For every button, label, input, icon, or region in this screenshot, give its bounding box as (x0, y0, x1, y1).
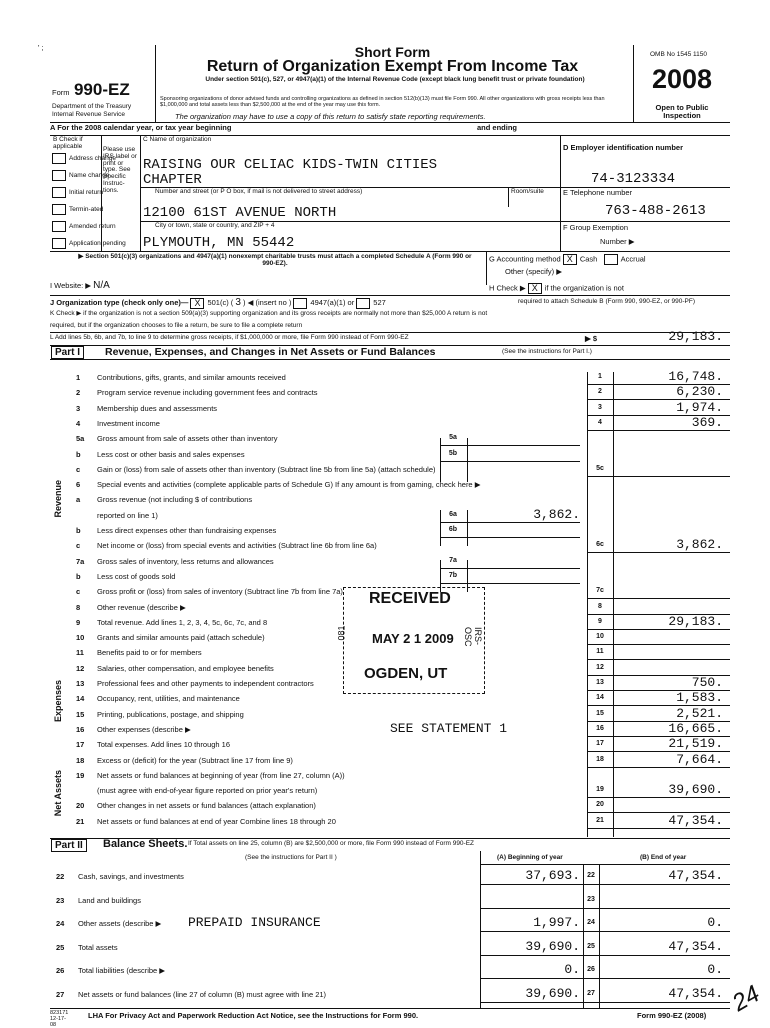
line-amount: 3,862. (676, 537, 723, 553)
bs-line-number: 22 (56, 872, 65, 881)
line-text: Net assets or fund balances at beginning of year (from line 27, column (A)) (97, 770, 345, 780)
b-check-row[interactable]: Application pending (52, 238, 126, 255)
under-section-note: Under section 501(c), 527, or 4947(a)(1) of the Internal Revenue Code (except black lung benefit trust or private foundation) (205, 76, 585, 83)
irs-label: Internal Revenue Service (52, 111, 125, 118)
org-name-line2: CHAPTER (143, 172, 202, 188)
ein-value: 74-3123334 (591, 171, 676, 187)
city-state-zip: PLYMOUTH, MN 55442 (143, 235, 295, 251)
part1-note: (See the instructions for Part I.) (502, 348, 592, 355)
bs-line-number: 26 (56, 966, 65, 975)
received-stamp (336, 587, 485, 694)
stamp-date: MAY 2 1 2009 (372, 631, 454, 646)
line-text: Gross sales of inventory, less returns and allowances (97, 556, 274, 566)
bs-begin-amount: 0. (564, 962, 580, 977)
city-label: City or town, state or country, and ZIP + 4 (155, 222, 275, 229)
form-footer: Form 990-EZ (2008) (637, 1011, 707, 1020)
line-number: a (76, 495, 81, 505)
mid-column-ref: 7b (448, 571, 458, 579)
line-ref: 20 (596, 801, 604, 809)
line-amount: 29,183. (668, 613, 723, 629)
line-k-cont: required, but if the organization chooses to file a return, be sure to file a complete return (50, 322, 303, 329)
line-ref: 5c (596, 464, 604, 472)
line-ref: 9 (598, 617, 602, 625)
bs-line-number: 25 (56, 942, 65, 952)
line-number: b (76, 526, 81, 535)
line-number: 13 (76, 679, 85, 688)
line-amount: 369. (691, 414, 723, 430)
stamp-right-code: IRS-OSC (463, 627, 483, 647)
line-text: Occupancy, rent, utilities, and maintenance (97, 694, 240, 704)
line-ref: 19 (596, 786, 604, 794)
line-amount: 2,521. (676, 705, 723, 721)
part2-see: (See the instructions for Part II ) (245, 854, 337, 861)
line-amount: 47,354. (668, 812, 723, 828)
bs-end-amount: 47,354. (668, 985, 723, 1001)
group-exemption-number: Number ▶ (600, 237, 635, 246)
bs-line-text: Other assets (describe ▶ (78, 919, 162, 928)
line-number: 19 (76, 770, 85, 780)
line-text: Less direct expenses other than fundraising expenses (97, 526, 277, 535)
line-amount: 6,230. (676, 384, 723, 400)
line-ref: 4 (598, 418, 602, 426)
line-text: Membership dues and assessments (97, 403, 218, 413)
line-ref: 13 (596, 679, 604, 686)
stamp-city: OGDEN, UT (364, 665, 448, 682)
line-text: Other expenses (describe ▶ (97, 724, 191, 734)
line-amount: 21,519. (668, 736, 723, 752)
check-applicable-label: B Check if applicable (53, 136, 83, 150)
margin-marks: ' ; (38, 43, 44, 52)
bs-line-number: 27 (56, 989, 65, 999)
line-text: Printing, publications, postage, and shipping (97, 709, 244, 719)
line-text: Less cost or other basis and sales expenses (97, 449, 245, 459)
501c-checkbox[interactable]: X (190, 298, 204, 309)
527-checkbox[interactable] (356, 298, 370, 309)
line-amount: 16,748. (668, 369, 723, 384)
line-text: Salaries, other compensation, and employee benefits (97, 663, 274, 673)
line-ref: 14 (596, 694, 604, 702)
schedule-b-note: required to attach Schedule B (Form 990, 990-EZ, or 990-PF) (518, 298, 696, 305)
line-text: Program service revenue including government fees and contracts (97, 388, 318, 398)
line-number: b (76, 449, 81, 459)
revenue-label: Revenue (53, 480, 63, 518)
line-ref: 21 (596, 816, 604, 824)
form-number-text: 990-EZ (73, 80, 130, 99)
line-text: Excess or (deficit) for the year (Subtract line 17 from line 9) (97, 755, 293, 765)
bs-line-number: 23 (56, 895, 65, 905)
line-text: Less cost of goods sold (97, 571, 176, 581)
bs-end-amount: 0. (707, 915, 723, 930)
line-number: 11 (76, 648, 84, 658)
line-number: b (76, 571, 81, 581)
line-number: 6 (76, 480, 81, 490)
cash-checkbox[interactable]: X (563, 254, 577, 265)
tax-year: 2008 (652, 64, 713, 94)
line-number: 3 (76, 403, 81, 413)
group-exemption-label: F Group Exemption (563, 223, 629, 232)
bs-line-text: Land and buildings (78, 895, 141, 905)
line-ref: 12 (596, 663, 604, 671)
line-text: Gross revenue (not including $ of contributions (97, 495, 253, 505)
line-number: 18 (76, 755, 85, 765)
bs-line-text: Total liabilities (describe ▶ (78, 966, 166, 975)
line-text: Special events and activities (complete applicable parts of Schedule G) If any amount is from gaming, check here ▶ (97, 480, 481, 490)
phone-value: 763-488-2613 (605, 203, 706, 219)
bs-begin-amount: 39,690. (525, 985, 580, 1001)
line-text: Other revenue (describe ▶ (97, 602, 186, 612)
form-code: 823171 12-17-08 (50, 1010, 69, 1028)
room-label: Room/suite (511, 188, 544, 195)
b-check-row[interactable]: Name change (52, 170, 126, 187)
b-check-row[interactable]: Initial return (52, 187, 126, 204)
part2-note: If Total assets on line 25, column (B) are $2,500,000 or more, file Form 990 instead of Form 990-EZ (188, 840, 475, 847)
line-text: Professional fees and other payments to independent contractors (97, 679, 314, 688)
line-l: L Add lines 5b, 6b, and 7b, to line 9 to determine gross receipts, if $1,000,000 or more, file Form 990 instead of Form 990-EZ (50, 334, 409, 341)
line-ref: 18 (596, 755, 604, 763)
open-to-public: Open to Public Inspection (655, 103, 709, 121)
line-h: H Check ▶ X if the organization is not (489, 283, 624, 293)
copy-note: The organization may have to use a copy of this return to satisfy state reporting requirements. (175, 112, 486, 121)
mid-column-ref: 6b (448, 526, 458, 533)
org-name-line1: RAISING OUR CELIAC KIDS-TWIN CITIES (143, 157, 438, 173)
mid-column-ref: 5b (448, 449, 458, 457)
line-number: 8 (76, 602, 81, 612)
accrual-checkbox[interactable] (604, 254, 618, 265)
line-number: 1 (76, 373, 81, 382)
line-number: 2 (76, 388, 81, 398)
line-ref: 3 (598, 403, 602, 411)
line-number: 7a (76, 556, 85, 566)
line-number: 15 (76, 709, 85, 719)
line-text: Investment income (97, 418, 160, 428)
line-number: 10 (76, 633, 85, 643)
street-address: 12100 61ST AVENUE NORTH (143, 205, 337, 221)
line-ref: 16 (596, 724, 604, 732)
col-a-header: (A) Beginning of year (497, 854, 563, 861)
other-method: Other (specify) ▶ (505, 267, 563, 276)
expenses-label: Expenses (53, 680, 63, 723)
handwritten-mark: 24 (727, 980, 765, 1017)
line-number: 20 (76, 801, 85, 811)
line-text: Net assets or fund balances at end of year Combine lines 18 through 20 (97, 816, 336, 826)
bs-line-ref: 22 (587, 872, 595, 879)
bs-end-amount: 47,354. (668, 868, 723, 883)
bs-line-extra: PREPAID INSURANCE (188, 915, 321, 930)
accounting-method: G Accounting method X Cash Accrual (489, 254, 646, 264)
line-ref: 8 (598, 602, 602, 610)
org-type-line: J Organization type (check only one)— X 501(c) ( 3 ) ◀ (insert no ) 4947(a)(1) or 527 (50, 297, 386, 308)
line-text: Gain or (loss) from sale of assets other than inventory (Subtract line 5b from line 5a) (attach schedule) (97, 464, 436, 474)
phone-label: E Telephone number (563, 188, 633, 197)
line-text: (must agree with end-of-year figure reported on prior year's return) (97, 786, 318, 796)
line-text: reported on line 1) (97, 510, 158, 520)
line-text: Gross amount from sale of assets other than inventory (97, 434, 278, 444)
bs-line-ref: 24 (587, 919, 595, 926)
line-number: 5a (76, 434, 85, 444)
bs-line-ref: 26 (587, 966, 595, 973)
omb-number: OMB No 1545 1150 (650, 51, 707, 58)
line-number: 16 (76, 724, 85, 734)
bs-begin-amount: 39,690. (525, 938, 580, 954)
line-ref: 11 (596, 648, 604, 656)
bs-begin-amount: 1,997. (533, 915, 580, 930)
line-number: 21 (76, 816, 85, 826)
part2-title: Balance Sheets. (103, 838, 188, 850)
part1-tag: Part I (51, 346, 84, 359)
page-title: Return of Organization Exempt From Income Tax (206, 58, 579, 75)
website-line: I Website: ▶ N/A (50, 280, 110, 291)
line-text: Total expenses. Add lines 10 through 16 (97, 740, 231, 750)
mid-column-ref: 7a (449, 556, 457, 564)
street-label: Number and street (or P O box, if mail is not delivered to street address) (155, 188, 363, 195)
line-ref: 17 (596, 740, 604, 748)
bs-line-number: 24 (56, 919, 65, 928)
line-number: 9 (76, 617, 81, 627)
line-l-arrow: ▶ $ (585, 334, 598, 343)
dept-treasury: Department of the Treasury (52, 103, 132, 110)
bs-line-text: Total assets (78, 942, 118, 952)
line-amount: 39,690. (668, 782, 723, 798)
form-label: Form (52, 88, 70, 97)
gross-receipts: 29,183. (668, 329, 723, 344)
form-number (52, 80, 130, 100)
line-number: c (76, 587, 81, 597)
line-text: Net income or (loss) from special events and activities (Subtract line 6b from line 6a) (97, 541, 377, 551)
bs-line-text: Net assets or fund balances (line 27 of column (B) must agree with line 21) (78, 989, 327, 999)
bs-line-ref: 25 (587, 942, 595, 950)
short-form-heading: Short Form (354, 44, 431, 60)
line-amount: 1,974. (676, 399, 723, 415)
part1-title: Revenue, Expenses, and Changes in Net Assets or Fund Balances (105, 346, 436, 358)
line-ref: 6c (596, 541, 604, 549)
line-number: 4 (76, 418, 81, 428)
line-number: c (76, 464, 81, 474)
line-extra: SEE STATEMENT 1 (390, 720, 508, 736)
line-h-checkbox[interactable]: X (528, 283, 542, 294)
lha-note: LHA For Privacy Act and Paperwork Reduction Act Notice, see the Instructions for Form 990. (88, 1011, 419, 1020)
line-number: 14 (76, 694, 85, 704)
mid-column-ref: 5a (449, 434, 457, 442)
line-amount: 1,583. (676, 690, 723, 706)
line-number: c (76, 541, 81, 551)
mid-amount: 3,862. (533, 506, 580, 522)
b-check-row[interactable]: Termin-ated (52, 204, 126, 221)
c-label: C Name of organization (143, 136, 212, 143)
b-check-row[interactable]: Amended return (52, 221, 126, 238)
stamp-left-code: 081 (336, 625, 347, 641)
bs-end-amount: 0. (707, 962, 723, 977)
line-amount: 16,665. (668, 720, 723, 736)
please-note: Please use IRS label or print or type. See Specific Instruc-tions. (103, 146, 137, 194)
line-a-label: A For the 2008 calendar year, or tax year beginning (50, 123, 232, 132)
line-text: Total revenue. Add lines 1, 2, 3, 4, 5c, 6c, 7c, and 8 (97, 617, 268, 627)
line-ref: 2 (598, 388, 602, 396)
col-b-header: (B) End of year (640, 854, 687, 861)
net-assets-label: Net Assets (53, 770, 63, 817)
bs-begin-amount: 37,693. (525, 868, 580, 883)
line-amount: 7,664. (676, 751, 723, 767)
mid-column-ref: 6a (449, 510, 457, 518)
line-ref: 10 (596, 633, 604, 641)
line-number: 17 (76, 740, 85, 750)
line-ref: 1 (598, 373, 602, 380)
sponsoring-note: Sponsoring organizations of donor advised funds and controlling organizations as defined in section 512(b)(13) must file Form 990. All other organizations with gross receipts less than $1,000,000 and total assets less than $2,500,000 at the end of the year may use this form. (160, 96, 605, 108)
line-k: K Check ▶ if the organization is not a section 509(a)(3) supporting organization and its gross receipts are normally not more than $25,000 A return is not (50, 310, 488, 317)
4947-checkbox[interactable] (293, 298, 307, 309)
line-ref: 7c (596, 587, 604, 595)
section-501-note: ▶ Section 501(c)(3) organizations and 4947(a)(1) nonexempt charitable trusts must attach a completed Schedule A (Form 990 or 990-EZ). (78, 253, 472, 267)
line-number: 12 (76, 663, 85, 673)
ein-label: D Employer identification number (563, 143, 684, 152)
bs-end-amount: 47,354. (668, 938, 723, 954)
line-text: Other changes in net assets or fund balances (attach explanation) (97, 801, 316, 811)
b-check-row[interactable]: Address change (52, 153, 126, 170)
bs-line-ref: 27 (587, 989, 595, 997)
line-ref: 15 (596, 709, 604, 717)
line-a-ending: and ending (477, 123, 517, 132)
line-text: Contributions, gifts, grants, and similar amounts received (97, 373, 286, 382)
line-text: Benefits paid to or for members (97, 648, 202, 658)
part2-tag: Part II (51, 839, 87, 852)
stamp-received: RECEIVED (369, 590, 451, 607)
line-text: Gross profit or (loss) from sales of inventory (Subtract line 7b from line 7a) (97, 587, 343, 597)
bs-line-ref: 23 (587, 895, 595, 903)
line-amount: 750. (691, 675, 723, 690)
bs-line-text: Cash, savings, and investments (78, 872, 184, 881)
line-text: Grants and similar amounts paid (attach schedule) (97, 633, 265, 643)
